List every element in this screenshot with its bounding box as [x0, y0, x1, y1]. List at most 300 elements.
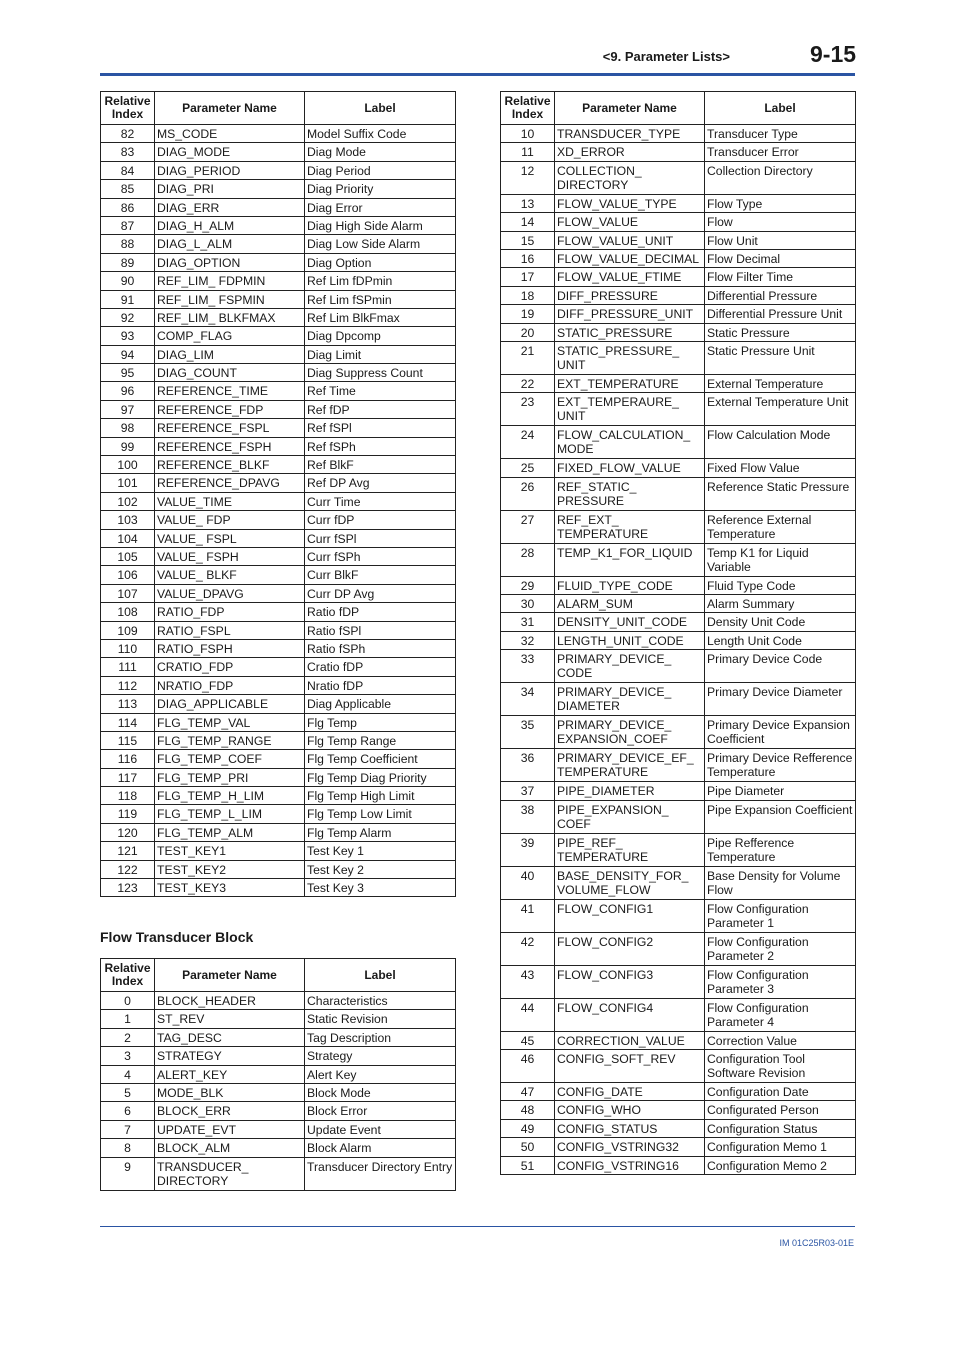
relative-index-cell: 104	[101, 529, 155, 547]
parameter-name-cell: UPDATE_EVT	[155, 1120, 305, 1138]
column-header-name: Parameter Name	[155, 959, 305, 992]
relative-index-cell: 103	[101, 511, 155, 529]
table-row	[101, 992, 456, 1010]
label-cell: Flg Temp Low Limit	[305, 805, 456, 823]
table-row	[501, 613, 856, 631]
parameter-name-cell: TAG_DESC	[155, 1028, 305, 1046]
table-row	[501, 341, 856, 374]
relative-index-cell: 43	[501, 965, 555, 998]
parameter-name-cell: ALERT_KEY	[155, 1065, 305, 1083]
relative-index-cell: 99	[101, 437, 155, 455]
label-cell: Block Error	[305, 1102, 456, 1120]
label-cell: Flow Filter Time	[705, 268, 856, 286]
table-row	[101, 676, 456, 694]
relative-index-cell: 51	[501, 1156, 555, 1174]
label-cell: Length Unit Code	[705, 631, 856, 649]
table-row	[101, 584, 456, 602]
table-row	[101, 308, 456, 326]
parameter-name-cell: DENSITY_UNIT_CODE	[555, 613, 705, 631]
parameter-name-cell: TEST_KEY1	[155, 842, 305, 860]
table-row	[501, 393, 856, 426]
table-row	[101, 198, 456, 216]
relative-index-cell: 30	[501, 595, 555, 613]
label-cell: Ref Time	[305, 382, 456, 400]
table-row	[101, 1120, 456, 1138]
table-row	[101, 511, 456, 529]
label-cell: Curr BlkF	[305, 566, 456, 584]
label-cell: Model Suffix Code	[305, 125, 456, 143]
parameter-name-cell: RATIO_FDP	[155, 603, 305, 621]
parameter-name-cell: LENGTH_UNIT_CODE	[555, 631, 705, 649]
table-row	[501, 510, 856, 543]
table-row	[501, 143, 856, 161]
relative-index-cell: 113	[101, 695, 155, 713]
parameter-name-cell: PIPE_REF_ TEMPERATURE	[555, 833, 705, 866]
label-cell: Diag Low Side Alarm	[305, 235, 456, 253]
parameter-name-cell: STATIC_PRESSURE_ UNIT	[555, 341, 705, 374]
relative-index-cell: 16	[501, 249, 555, 267]
relative-index-cell: 29	[501, 576, 555, 594]
relative-index-cell: 111	[101, 658, 155, 676]
label-cell: Cratio fDP	[305, 658, 456, 676]
table-row	[101, 125, 456, 143]
parameter-name-cell: REFERENCE_FDP	[155, 400, 305, 418]
parameter-name-cell: REFERENCE_BLKF	[155, 456, 305, 474]
relative-index-cell: 97	[101, 400, 155, 418]
label-cell: Temp K1 for Liquid Variable	[705, 543, 856, 576]
relative-index-cell: 1	[101, 1010, 155, 1028]
relative-index-cell: 105	[101, 547, 155, 565]
label-cell: Ref fSPh	[305, 437, 456, 455]
diagnostic-parameter-table	[100, 91, 456, 897]
table-row	[101, 290, 456, 308]
parameter-name-cell: CONFIG_DATE	[555, 1083, 705, 1101]
table-row	[501, 749, 856, 782]
label-cell: Flg Temp Alarm	[305, 823, 456, 841]
label-cell: Ref Lim BlkFmax	[305, 308, 456, 326]
table-row	[101, 547, 456, 565]
relative-index-cell: 45	[501, 1031, 555, 1049]
label-cell: Alert Key	[305, 1065, 456, 1083]
parameter-name-cell: FLOW_CONFIG4	[555, 998, 705, 1031]
parameter-name-cell: REFERENCE_TIME	[155, 382, 305, 400]
table-row	[501, 650, 856, 683]
relative-index-cell: 36	[501, 749, 555, 782]
label-cell: Differential Pressure Unit	[705, 305, 856, 323]
relative-index-cell: 88	[101, 235, 155, 253]
table-row	[101, 787, 456, 805]
parameter-name-cell: EXT_TEMPERATURE	[555, 374, 705, 392]
relative-index-cell: 122	[101, 860, 155, 878]
table-row	[101, 695, 456, 713]
table-row	[501, 800, 856, 833]
label-cell: Characteristics	[305, 992, 456, 1010]
label-cell: Diag Suppress Count	[305, 364, 456, 382]
table-row	[501, 866, 856, 899]
table-row	[101, 1157, 456, 1190]
parameter-name-cell: CONFIG_STATUS	[555, 1119, 705, 1137]
label-cell: Flow	[705, 213, 856, 231]
flow-transducer-table-part2	[500, 91, 856, 1175]
parameter-name-cell: EXT_TEMPERAURE_ UNIT	[555, 393, 705, 426]
relative-index-cell: 117	[101, 768, 155, 786]
parameter-name-cell: STRATEGY	[155, 1047, 305, 1065]
parameter-name-cell: REF_STATIC_ PRESSURE	[555, 477, 705, 510]
relative-index-cell: 9	[101, 1157, 155, 1190]
table-row	[101, 1028, 456, 1046]
table-row	[101, 419, 456, 437]
label-cell: Ref fDP	[305, 400, 456, 418]
relative-index-cell: 23	[501, 393, 555, 426]
relative-index-cell: 92	[101, 308, 155, 326]
relative-index-cell: 35	[501, 716, 555, 749]
parameter-name-cell: FLG_TEMP_ALM	[155, 823, 305, 841]
label-cell: Fluid Type Code	[705, 576, 856, 594]
parameter-name-cell: DIFF_PRESSURE	[555, 286, 705, 304]
table-row	[101, 658, 456, 676]
table-row	[101, 1047, 456, 1065]
label-cell: Diag Dpcomp	[305, 327, 456, 345]
relative-index-cell: 107	[101, 584, 155, 602]
table-row	[501, 268, 856, 286]
parameter-name-cell: DIAG_LIM	[155, 345, 305, 363]
label-cell: Configuration Memo 2	[705, 1156, 856, 1174]
relative-index-cell: 7	[101, 1120, 155, 1138]
label-cell: Reference Static Pressure	[705, 477, 856, 510]
label-cell: Configuration Tool Software Revision	[705, 1050, 856, 1083]
relative-index-cell: 42	[501, 932, 555, 965]
parameter-name-cell: FLOW_VALUE_TYPE	[555, 194, 705, 212]
relative-index-cell: 118	[101, 787, 155, 805]
parameter-name-cell: DIAG_L_ALM	[155, 235, 305, 253]
table-row	[501, 998, 856, 1031]
column-header-label: Label	[705, 92, 856, 125]
relative-index-cell: 14	[501, 213, 555, 231]
label-cell: Flow Calculation Mode	[705, 426, 856, 459]
parameter-name-cell: PRIMARY_DEVICE_EF_ TEMPERATURE	[555, 749, 705, 782]
table-row	[101, 879, 456, 897]
parameter-name-cell: FLUID_TYPE_CODE	[555, 576, 705, 594]
relative-index-cell: 20	[501, 323, 555, 341]
table-row	[101, 382, 456, 400]
parameter-name-cell: CORRECTION_VALUE	[555, 1031, 705, 1049]
parameter-name-cell: DIAG_COUNT	[155, 364, 305, 382]
label-cell: Pipe Diameter	[705, 782, 856, 800]
relative-index-cell: 100	[101, 456, 155, 474]
relative-index-cell: 39	[501, 833, 555, 866]
relative-index-cell: 11	[501, 143, 555, 161]
relative-index-cell: 24	[501, 426, 555, 459]
parameter-name-cell: REF_LIM_ BLKFMAX	[155, 308, 305, 326]
relative-index-cell: 47	[501, 1083, 555, 1101]
relative-index-cell: 121	[101, 842, 155, 860]
label-cell: External Temperature	[705, 374, 856, 392]
label-cell: Flow Configuration Parameter 1	[705, 899, 856, 932]
footer-rule	[100, 1226, 855, 1227]
relative-index-cell: 0	[101, 992, 155, 1010]
label-cell: Strategy	[305, 1047, 456, 1065]
relative-index-cell: 89	[101, 253, 155, 271]
parameter-name-cell: REFERENCE_DPAVG	[155, 474, 305, 492]
parameter-name-cell: FLG_TEMP_RANGE	[155, 731, 305, 749]
relative-index-cell: 83	[101, 143, 155, 161]
table-row	[501, 323, 856, 341]
label-cell: Tag Description	[305, 1028, 456, 1046]
label-cell: Primary Device Refference Temperature	[705, 749, 856, 782]
relative-index-cell: 4	[101, 1065, 155, 1083]
relative-index-cell: 17	[501, 268, 555, 286]
parameter-name-cell: VALUE_ FSPL	[155, 529, 305, 547]
table-row	[501, 249, 856, 267]
table-row	[501, 374, 856, 392]
label-cell: Curr DP Avg	[305, 584, 456, 602]
parameter-name-cell: COLLECTION_ DIRECTORY	[555, 161, 705, 194]
label-cell: Pipe Refference Temperature	[705, 833, 856, 866]
table-row	[501, 1101, 856, 1119]
label-cell: Static Pressure	[705, 323, 856, 341]
table-row	[501, 426, 856, 459]
parameter-name-cell: VALUE_DPAVG	[155, 584, 305, 602]
label-cell: Transducer Type	[705, 125, 856, 143]
label-cell: Primary Device Expansion Coefficient	[705, 716, 856, 749]
table-row	[101, 492, 456, 510]
table-row	[101, 161, 456, 179]
table-row	[101, 529, 456, 547]
table-row	[101, 364, 456, 382]
parameter-name-cell: PIPE_EXPANSION_ COEF	[555, 800, 705, 833]
label-cell: Ratio fSPh	[305, 639, 456, 657]
parameter-name-cell: RATIO_FSPL	[155, 621, 305, 639]
table-row	[501, 305, 856, 323]
relative-index-cell: 18	[501, 286, 555, 304]
table-row	[501, 1119, 856, 1137]
flow-transducer-table-part1	[100, 958, 456, 1191]
parameter-name-cell: DIFF_PRESSURE_UNIT	[555, 305, 705, 323]
parameter-name-cell: TRANSDUCER_ DIRECTORY	[155, 1157, 305, 1190]
table-row	[501, 965, 856, 998]
parameter-name-cell: FLOW_CONFIG2	[555, 932, 705, 965]
relative-index-cell: 87	[101, 216, 155, 234]
table-row	[101, 143, 456, 161]
column-header-index: Relative Index	[101, 959, 155, 992]
relative-index-cell: 3	[101, 1047, 155, 1065]
relative-index-cell: 28	[501, 543, 555, 576]
table-row	[101, 1102, 456, 1120]
table-row	[101, 345, 456, 363]
table-row	[101, 1010, 456, 1028]
relative-index-cell: 102	[101, 492, 155, 510]
label-cell: Flg Temp Range	[305, 731, 456, 749]
relative-index-cell: 94	[101, 345, 155, 363]
column-header-index: Relative Index	[501, 92, 555, 125]
table-row	[101, 235, 456, 253]
label-cell: Static Revision	[305, 1010, 456, 1028]
parameter-name-cell: BLOCK_ERR	[155, 1102, 305, 1120]
relative-index-cell: 120	[101, 823, 155, 841]
label-cell: Configurated Person	[705, 1101, 856, 1119]
label-cell: Curr fDP	[305, 511, 456, 529]
table-row	[101, 768, 456, 786]
parameter-name-cell: FLOW_VALUE_DECIMAL	[555, 249, 705, 267]
parameter-name-cell: BLOCK_HEADER	[155, 992, 305, 1010]
label-cell: Curr fSPl	[305, 529, 456, 547]
table-row	[501, 1156, 856, 1174]
table-row	[101, 566, 456, 584]
table-row	[501, 576, 856, 594]
relative-index-cell: 10	[501, 125, 555, 143]
label-cell: Ref Lim fDPmin	[305, 272, 456, 290]
parameter-name-cell: CONFIG_VSTRING32	[555, 1138, 705, 1156]
table-row	[501, 231, 856, 249]
label-cell: Flg Temp	[305, 713, 456, 731]
parameter-name-cell: FLG_TEMP_VAL	[155, 713, 305, 731]
relative-index-cell: 109	[101, 621, 155, 639]
parameter-name-cell: FLG_TEMP_COEF	[155, 750, 305, 768]
relative-index-cell: 112	[101, 676, 155, 694]
relative-index-cell: 84	[101, 161, 155, 179]
relative-index-cell: 85	[101, 180, 155, 198]
relative-index-cell: 19	[501, 305, 555, 323]
column-header-label: Label	[305, 959, 456, 992]
label-cell: Transducer Directory Entry	[305, 1157, 456, 1190]
table-row	[501, 459, 856, 477]
parameter-name-cell: FLOW_CALCULATION_ MODE	[555, 426, 705, 459]
relative-index-cell: 31	[501, 613, 555, 631]
table-row	[501, 543, 856, 576]
parameter-name-cell: FLOW_VALUE_UNIT	[555, 231, 705, 249]
table-row	[501, 286, 856, 304]
label-cell: Reference External Temperature	[705, 510, 856, 543]
parameter-name-cell: DIAG_OPTION	[155, 253, 305, 271]
label-cell: Ref BlkF	[305, 456, 456, 474]
parameter-name-cell: RATIO_FSPH	[155, 639, 305, 657]
table-row	[501, 833, 856, 866]
label-cell: Flow Unit	[705, 231, 856, 249]
label-cell: Block Mode	[305, 1083, 456, 1101]
label-cell: Diag Mode	[305, 143, 456, 161]
table-row	[501, 631, 856, 649]
parameter-name-cell: REFERENCE_FSPL	[155, 419, 305, 437]
parameter-name-cell: TEST_KEY2	[155, 860, 305, 878]
parameter-name-cell: MS_CODE	[155, 125, 305, 143]
relative-index-cell: 91	[101, 290, 155, 308]
parameter-name-cell: FLG_TEMP_PRI	[155, 768, 305, 786]
relative-index-cell: 108	[101, 603, 155, 621]
relative-index-cell: 12	[501, 161, 555, 194]
table-row	[501, 716, 856, 749]
table-row	[101, 621, 456, 639]
parameter-name-cell: DIAG_H_ALM	[155, 216, 305, 234]
relative-index-cell: 95	[101, 364, 155, 382]
parameter-name-cell: TEST_KEY3	[155, 879, 305, 897]
parameter-name-cell: MODE_BLK	[155, 1083, 305, 1101]
label-cell: Alarm Summary	[705, 595, 856, 613]
relative-index-cell: 48	[501, 1101, 555, 1119]
column-header-label: Label	[305, 92, 456, 125]
table-row	[101, 1139, 456, 1157]
parameter-name-cell: VALUE_ FDP	[155, 511, 305, 529]
label-cell: Configuration Date	[705, 1083, 856, 1101]
table-row	[101, 216, 456, 234]
relative-index-cell: 115	[101, 731, 155, 749]
parameter-name-cell: REF_EXT_ TEMPERATURE	[555, 510, 705, 543]
relative-index-cell: 93	[101, 327, 155, 345]
relative-index-cell: 26	[501, 477, 555, 510]
label-cell: Flow Configuration Parameter 2	[705, 932, 856, 965]
label-cell: Ratio fDP	[305, 603, 456, 621]
relative-index-cell: 21	[501, 341, 555, 374]
column-header-name: Parameter Name	[155, 92, 305, 125]
table-row	[101, 474, 456, 492]
label-cell: Test Key 2	[305, 860, 456, 878]
label-cell: Diag High Side Alarm	[305, 216, 456, 234]
label-cell: Update Event	[305, 1120, 456, 1138]
label-cell: Collection Directory	[705, 161, 856, 194]
parameter-name-cell: COMP_FLAG	[155, 327, 305, 345]
relative-index-cell: 123	[101, 879, 155, 897]
relative-index-cell: 32	[501, 631, 555, 649]
parameter-name-cell: FLG_TEMP_H_LIM	[155, 787, 305, 805]
relative-index-cell: 82	[101, 125, 155, 143]
parameter-name-cell: PRIMARY_DEVICE_ EXPANSION_COEF	[555, 716, 705, 749]
table-row	[101, 327, 456, 345]
table-row	[101, 1083, 456, 1101]
relative-index-cell: 101	[101, 474, 155, 492]
parameter-name-cell: DIAG_APPLICABLE	[155, 695, 305, 713]
label-cell: Fixed Flow Value	[705, 459, 856, 477]
label-cell: Flow Decimal	[705, 249, 856, 267]
relative-index-cell: 86	[101, 198, 155, 216]
label-cell: Pipe Expansion Coefficient	[705, 800, 856, 833]
table-row	[501, 1083, 856, 1101]
parameter-name-cell: STATIC_PRESSURE	[555, 323, 705, 341]
parameter-name-cell: REF_LIM_ FSPMIN	[155, 290, 305, 308]
parameter-name-cell: DIAG_ERR	[155, 198, 305, 216]
relative-index-cell: 46	[501, 1050, 555, 1083]
relative-index-cell: 15	[501, 231, 555, 249]
relative-index-cell: 34	[501, 683, 555, 716]
relative-index-cell: 119	[101, 805, 155, 823]
document-code: IM 01C25R03-01E	[779, 1238, 854, 1248]
label-cell: Ref Lim fSPmin	[305, 290, 456, 308]
header-rule	[100, 73, 855, 76]
parameter-name-cell: XD_ERROR	[555, 143, 705, 161]
parameter-name-cell: CONFIG_WHO	[555, 1101, 705, 1119]
column-header-index: Relative Index	[101, 92, 155, 125]
label-cell: Diag Period	[305, 161, 456, 179]
parameter-name-cell: VALUE_TIME	[155, 492, 305, 510]
table-row	[501, 161, 856, 194]
parameter-name-cell: FLOW_VALUE	[555, 213, 705, 231]
table-row	[501, 1031, 856, 1049]
parameter-name-cell: FLOW_CONFIG1	[555, 899, 705, 932]
relative-index-cell: 50	[501, 1138, 555, 1156]
relative-index-cell: 8	[101, 1139, 155, 1157]
label-cell: Primary Device Code	[705, 650, 856, 683]
parameter-name-cell: FIXED_FLOW_VALUE	[555, 459, 705, 477]
label-cell: Density Unit Code	[705, 613, 856, 631]
label-cell: Ratio fSPl	[305, 621, 456, 639]
label-cell: Test Key 1	[305, 842, 456, 860]
relative-index-cell: 116	[101, 750, 155, 768]
table-row	[501, 1138, 856, 1156]
relative-index-cell: 38	[501, 800, 555, 833]
parameter-name-cell: FLG_TEMP_L_LIM	[155, 805, 305, 823]
label-cell: Correction Value	[705, 1031, 856, 1049]
label-cell: Flow Type	[705, 194, 856, 212]
label-cell: Transducer Error	[705, 143, 856, 161]
column-header-name: Parameter Name	[555, 92, 705, 125]
